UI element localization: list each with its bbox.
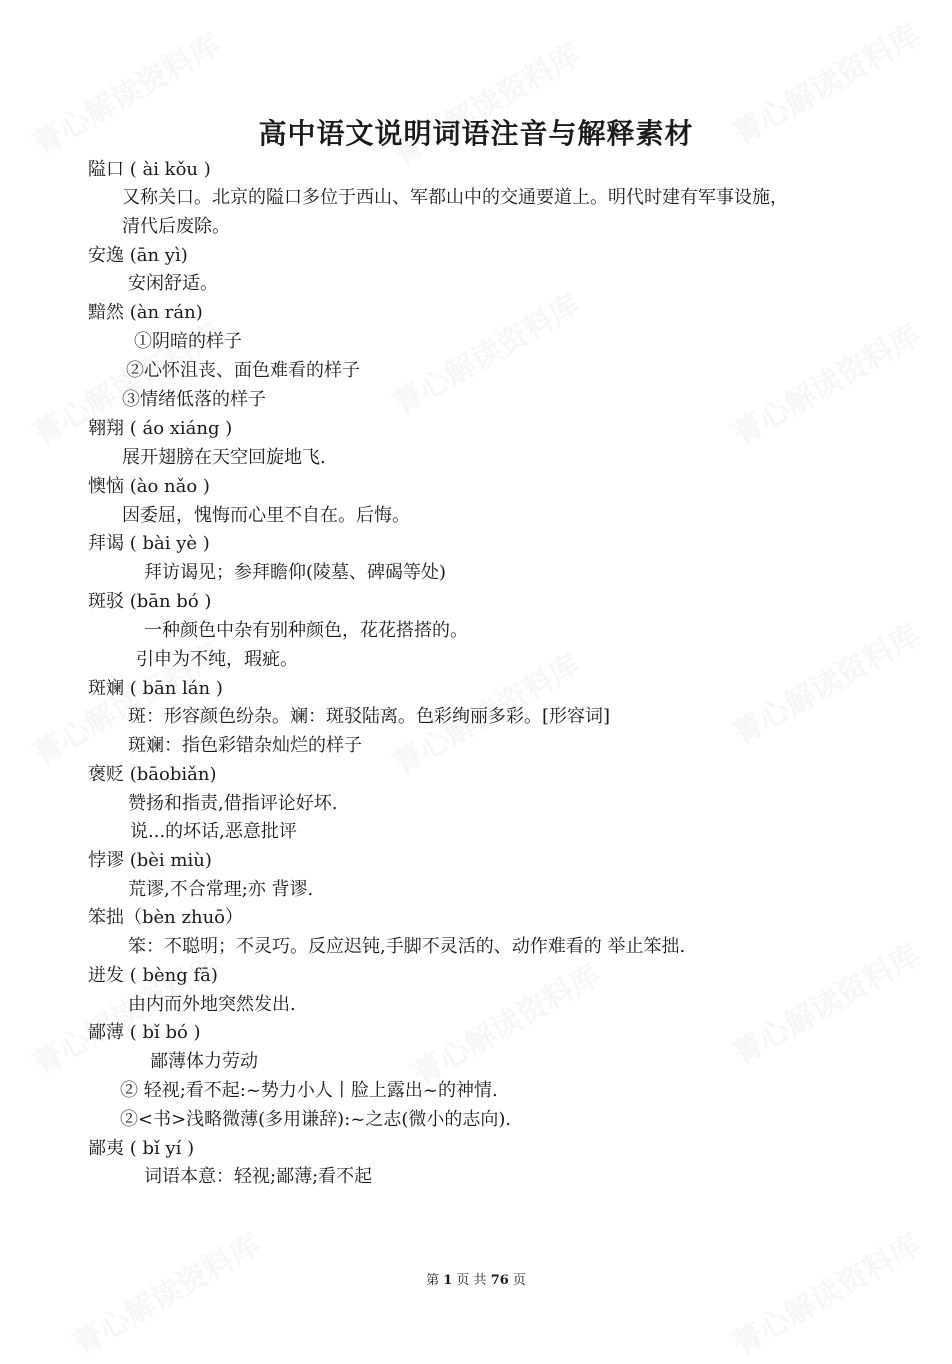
watermark — [63, 1220, 267, 1363]
entry-word: 迸发 ( bèng fā) — [88, 965, 218, 986]
entry-definition: ①阴暗的样子 — [134, 331, 242, 352]
page-title: 高中语文说明词语注音与解释素材 — [258, 117, 694, 150]
entry-definition: 一种颜色中杂有别种颜色，花花搭搭的。 — [144, 620, 468, 641]
entry-word: 黯然 (àn rán) — [88, 302, 203, 323]
entry-word: 翱翔 ( áo xiáng ) — [88, 418, 233, 439]
watermark — [723, 930, 927, 1073]
entry-word: 隘口 ( ài kǒu ) — [88, 159, 211, 180]
entry-definition: 鄙薄体力劳动 — [150, 1051, 258, 1072]
entry-word: 褒贬 (bāobiǎn) — [88, 764, 217, 785]
watermark — [723, 610, 927, 753]
entry-word: 悖谬 (bèi miù) — [88, 850, 212, 871]
entry-definition: ③情绪低落的样子 — [122, 389, 266, 410]
entry-definition: 拜访谒见；参拜瞻仰(陵墓、碑碣等处) — [144, 562, 447, 583]
footer-prefix: 第 — [426, 1273, 440, 1288]
entry-word: 拜谒 ( bài yè ) — [88, 533, 210, 554]
entry-word: 斑驳 (bān bó ) — [88, 591, 212, 612]
entry-definition: ②<书>浅略微薄(多用谦辞):~之志(微小的志向). — [120, 1109, 512, 1130]
page-footer — [0, 1269, 952, 1288]
entry-word: 鄙夷 ( bǐ yí ) — [88, 1138, 195, 1159]
entry-definition: 安闲舒适。 — [128, 273, 218, 294]
entry-word: 笨拙（bèn zhuō） — [88, 907, 243, 928]
watermark — [383, 30, 587, 173]
entry-word: 懊恼 (ào nǎo ) — [88, 476, 210, 497]
footer-suffix: 页 — [512, 1273, 526, 1288]
entry-definition: 因委屈，愧悔而心里不自在。后悔。 — [122, 505, 410, 526]
entry-definition: 赞扬和指责,借指评论好坏. — [128, 793, 338, 814]
entry-definition: 笨：不聪明；不灵巧。反应迟钝,手脚不灵活的、动作难看的 举止笨拙. — [128, 936, 686, 957]
entry-definition: 展开翅膀在天空回旋地飞. — [122, 447, 326, 468]
entry-definition: 引申为不纯，瑕疵。 — [136, 649, 298, 670]
entry-word: 安逸 (ān yì) — [88, 245, 188, 266]
entry-definition: 斑：形容颜色纷杂。斓：斑驳陆离。色彩绚丽多彩。[形容词] — [128, 706, 611, 727]
watermark — [723, 1220, 927, 1363]
entry-definition: 说...的坏话,恶意批评 — [130, 821, 297, 842]
footer-total-pages: 76 — [490, 1273, 509, 1288]
entry-word: 斑斓 ( bān lán ) — [88, 678, 223, 699]
watermark — [403, 950, 607, 1093]
entry-definition: 清代后废除。 — [122, 216, 230, 237]
footer-page-number: 1 — [443, 1273, 453, 1288]
entry-definition: ②心怀沮丧、面色难看的样子 — [126, 360, 360, 381]
entry-definition: 词语本意：轻视;鄙薄;看不起 — [144, 1166, 373, 1187]
entry-definition: ② 轻视;看不起:~势力小人丨脸上露出~的神情. — [120, 1080, 498, 1101]
watermark — [383, 280, 587, 423]
entry-definition: 荒谬,不合常理;亦 背谬. — [128, 879, 314, 900]
entry-definition: 斑斓：指色彩错杂灿烂的样子 — [128, 735, 362, 756]
entry-definition: 由内而外地突然发出. — [128, 994, 296, 1015]
entry-definition: 又称关口。北京的隘口多位于西山、军都山中的交通要道上。明代时建有军事设施， — [122, 187, 788, 208]
watermark — [723, 310, 927, 453]
entry-word: 鄙薄 ( bǐ bó ) — [88, 1022, 201, 1043]
footer-mid: 页 共 — [456, 1273, 487, 1288]
